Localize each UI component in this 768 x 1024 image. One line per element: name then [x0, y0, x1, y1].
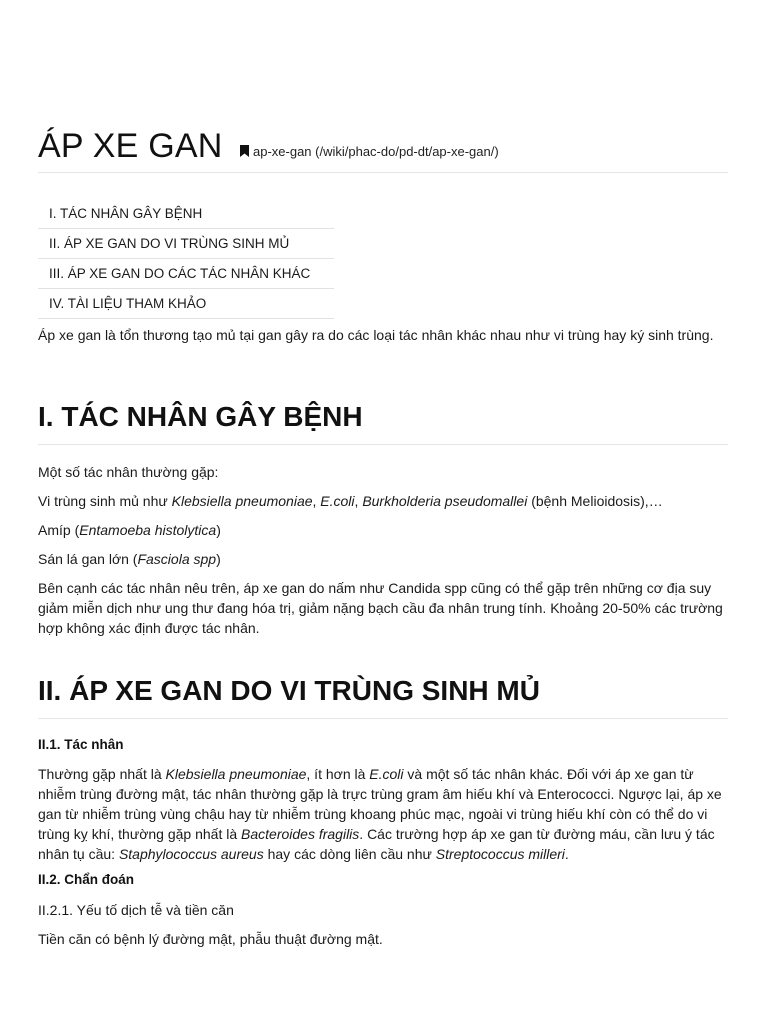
toc-item-4[interactable]: IV. TÀI LIỆU THAM KHẢO [38, 289, 334, 319]
section1-p4 [38, 549, 728, 569]
text-run: . Các trường hợp áp xe gan từ đường máu, cần lưu ý tác nhân tụ cầu: [38, 826, 715, 862]
species-name: Klebsiella pneumoniae [165, 766, 307, 782]
toc-item-3[interactable]: III. ÁP XE GAN DO CÁC TÁC NHÂN KHÁC [38, 259, 334, 289]
species-name: Burkholderia pseudomallei [362, 493, 528, 509]
section2-p2: II.2.1. Yếu tố dịch tễ và tiền căn [38, 902, 234, 918]
text-run: (bệnh Melioidosis),… [527, 493, 663, 509]
species-name: Staphylococcus aureus [118, 846, 264, 862]
toc-item-1[interactable]: I. TÁC NHÂN GÂY BỆNH [38, 199, 334, 229]
section2-sub2: II.2. Chẩn đoán [38, 872, 135, 887]
table-of-contents [38, 199, 334, 319]
species-name: Entamoeba histolytica [79, 522, 217, 538]
text-run: và một số tác nhân khác. Đối với áp xe gan từ nhiễm trùng đường mật, tác nhân thường gặp là trực trùng gram âm hiếu khí và Enterococci. Ngược lại, áp xe gan từ nhiễm trùng vùng chậu hay từ nhiễm trùng khoang phúc mạc, ngoài vi trùng hiếu khí còn có thể do vi trùng kỵ khí, thường gặp nhất là [38, 766, 722, 842]
text-run: ) [216, 522, 221, 538]
species-name: E.coli [320, 493, 355, 509]
species-name: Streptococcus milleri [435, 846, 565, 862]
title-row [38, 122, 728, 173]
species-name: Fasciola spp [137, 551, 217, 567]
section2-p1 [38, 764, 728, 864]
intro-paragraph: Áp xe gan là tổn thương tạo mủ tại gan gây ra do các loại tác nhân khác nhau như vi trùng hay ký sinh trùng. [38, 327, 714, 343]
text-run: hay các dòng liên cầu như [263, 846, 436, 862]
section2-heading: II. ÁP XE GAN DO VI TRÙNG SINH MỦ [38, 674, 728, 719]
species-name: Klebsiella pneumoniae [171, 493, 313, 509]
page-title: ÁP XE GAN [38, 127, 223, 165]
section1-p3 [38, 520, 728, 540]
page-slug-link[interactable] [240, 144, 499, 160]
text-run: Sán lá gan lớn ( [38, 551, 138, 567]
bookmark-icon [240, 145, 249, 157]
section1-p5: Bên cạnh các tác nhân nêu trên, áp xe gan do nấm như Candida spp cũng có thể gặp trên những cơ địa suy giảm miễn dịch như ung thư đang hóa trị, giảm nặng bạch cầu đa nhân trung tính. Khoảng 20-50% các trường hợp không xác định được tác nhân. [38, 580, 723, 636]
toc-item-2[interactable]: II. ÁP XE GAN DO VI TRÙNG SINH MỦ [38, 229, 334, 259]
text-run: Vi trùng sinh mủ như [38, 493, 172, 509]
species-name: E.coli [369, 766, 404, 782]
text-run: , ít hơn là [306, 766, 370, 782]
section1-p2 [38, 491, 728, 511]
section2-sub1: II.1. Tác nhân [38, 737, 124, 752]
text-run: , [354, 493, 363, 509]
text-run: . [564, 846, 569, 862]
text-run: , [312, 493, 321, 509]
section2-p3: Tiền căn có bệnh lý đường mật, phẫu thuật đường mật. [38, 931, 383, 947]
text-run: ) [216, 551, 221, 567]
text-run: Thường gặp nhất là [38, 766, 166, 782]
slug-text: ap-xe-gan (/wiki/phac-do/pd-dt/ap-xe-gan/) [253, 144, 499, 159]
section1-heading: I. TÁC NHÂN GÂY BỆNH [38, 400, 728, 445]
species-name: Bacteroides fragilis [241, 826, 360, 842]
text-run: Amíp ( [38, 522, 80, 538]
section1-p1: Một số tác nhân thường gặp: [38, 464, 219, 480]
